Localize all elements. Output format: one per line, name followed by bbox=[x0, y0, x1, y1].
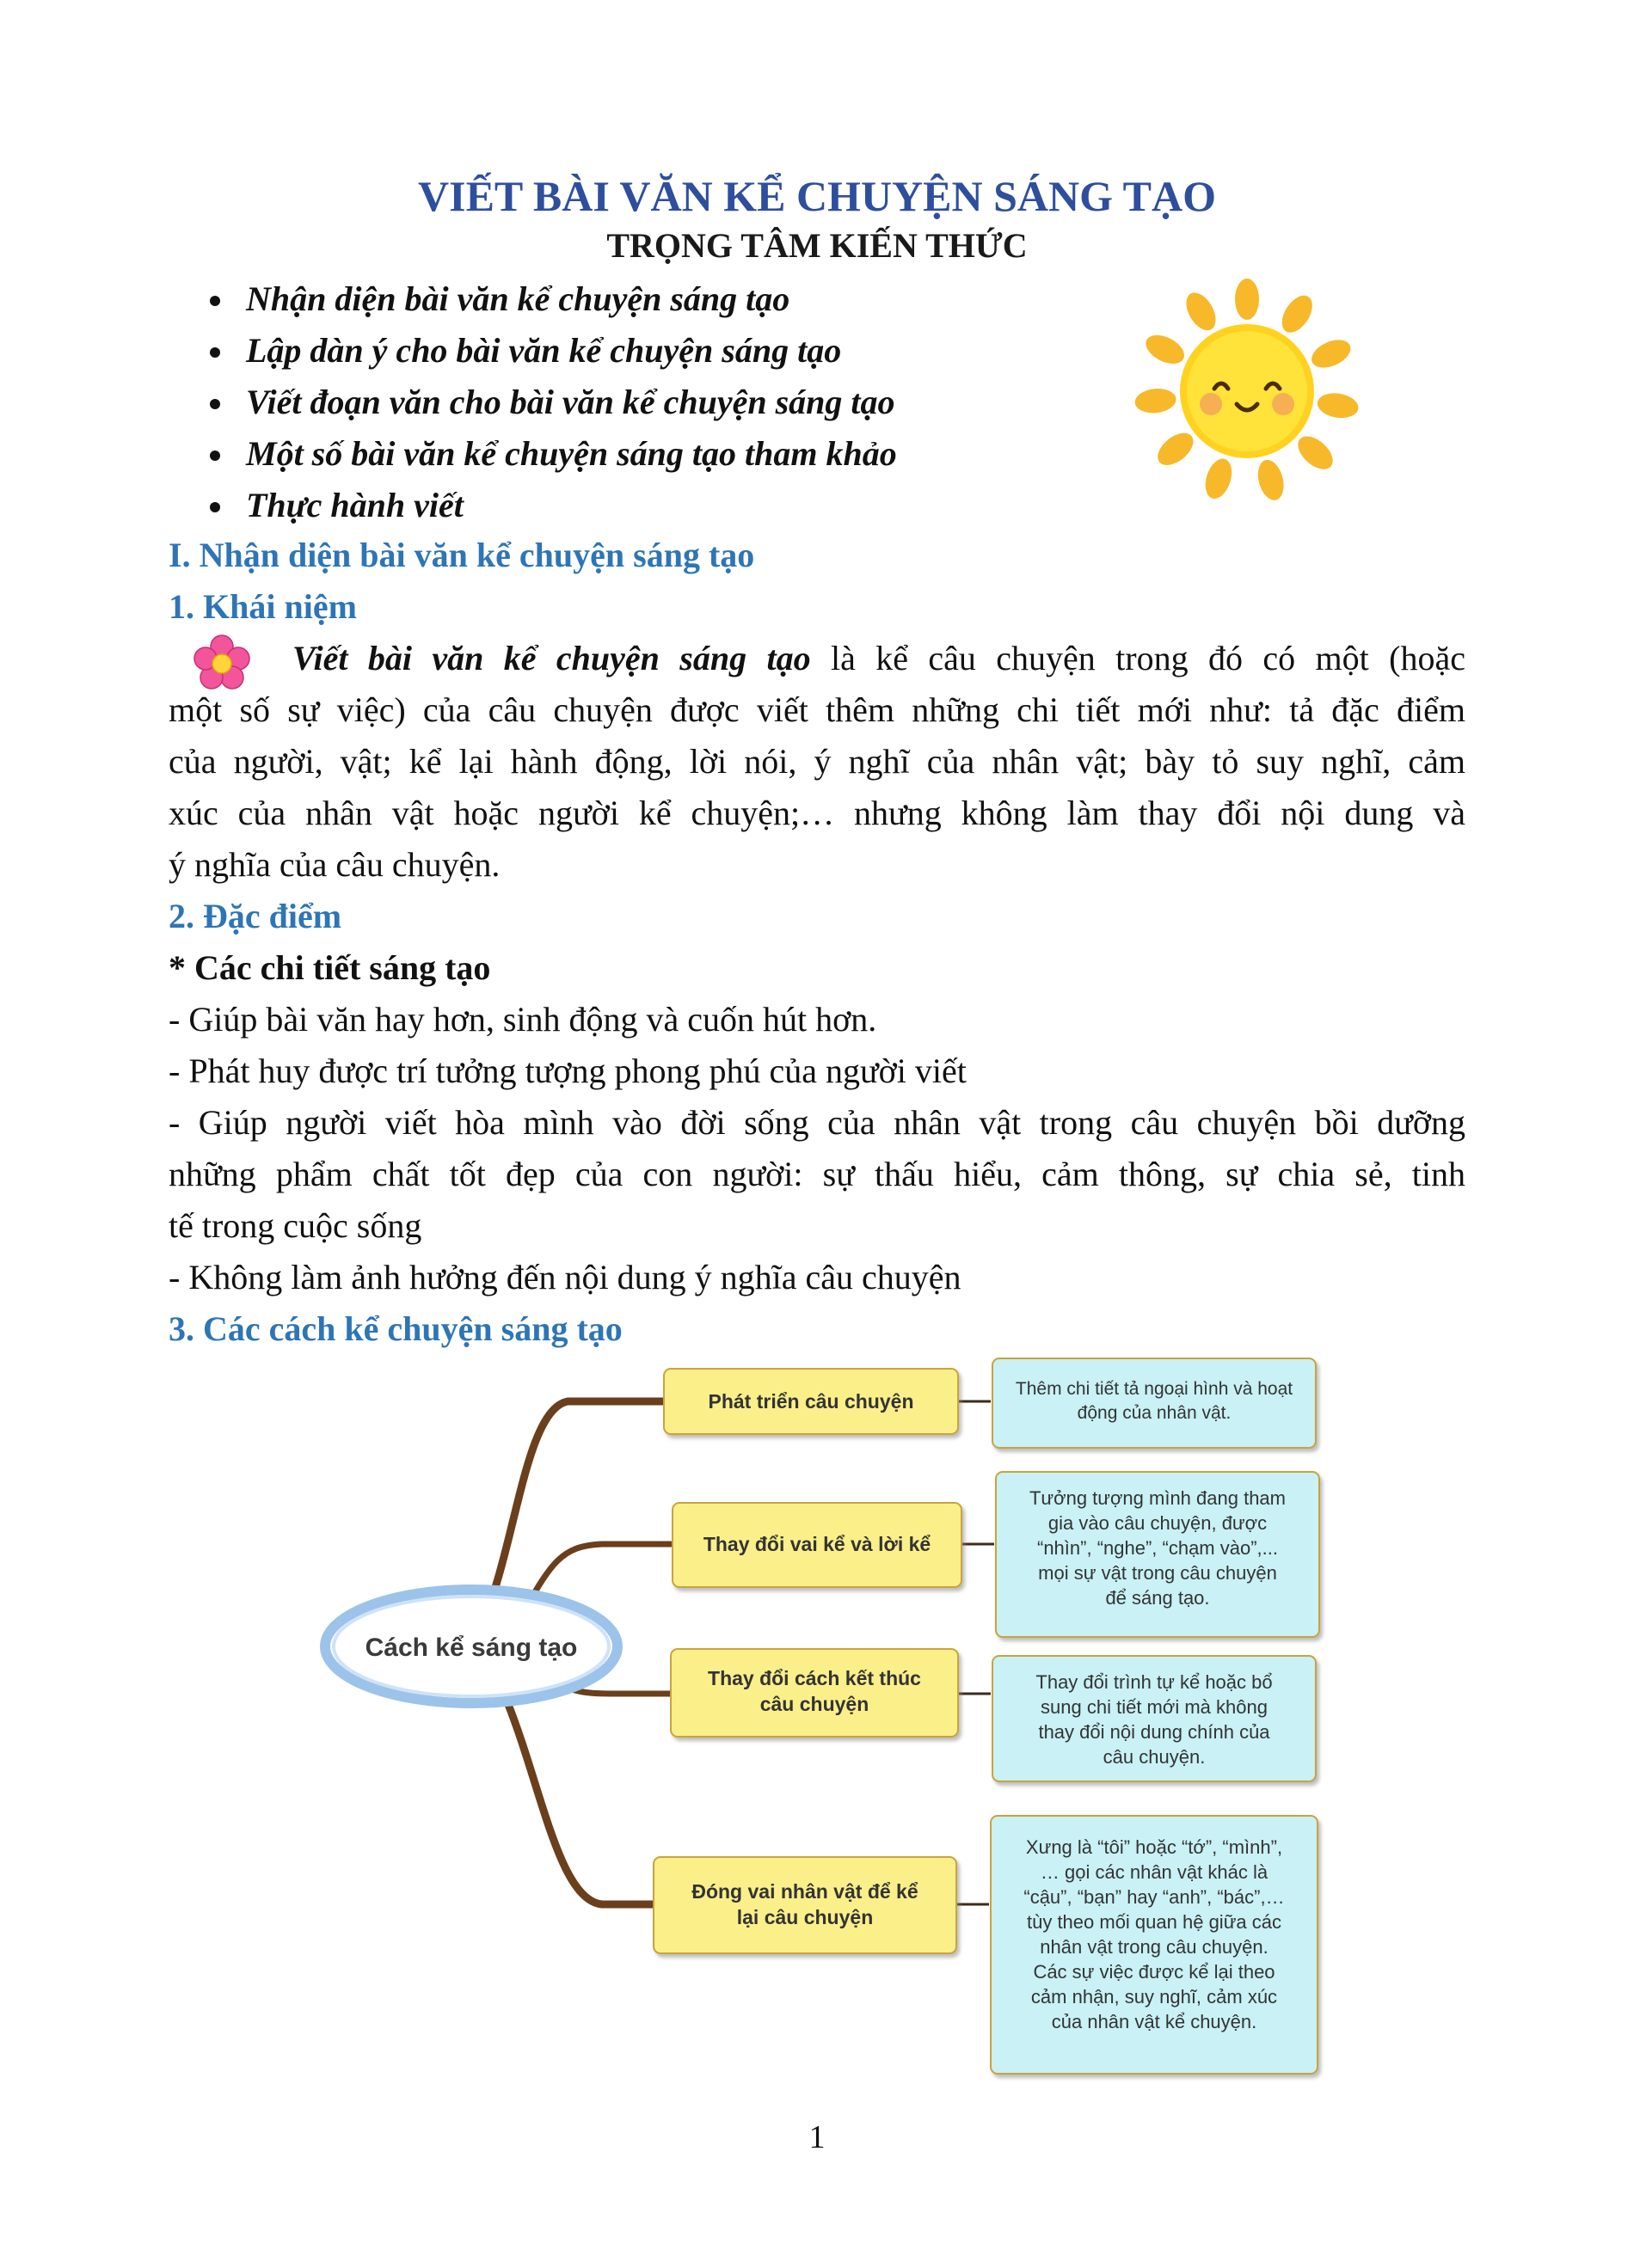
concept-line: một số sự việc) của câu chuyện được viết thêm những chi tiết mới như: tả đặc điểm bbox=[169, 690, 1465, 729]
feature-line: - Phát huy được trí tưởng tượng phong phú của người viết bbox=[169, 1051, 967, 1090]
feature-line: - Giúp người viết hòa mình vào đời sống của nhân vật trong câu chuyện bồi dưỡng bbox=[169, 1103, 1465, 1142]
branch-detail-box bbox=[992, 1358, 1316, 1448]
list-item: Lập dàn ý cho bài văn kể chuyện sáng tạo bbox=[206, 325, 897, 377]
branch-detail-box bbox=[992, 1656, 1316, 1781]
branch-detail-box bbox=[991, 1816, 1318, 2074]
page-subtitle: TRỌNG TÂM KIẾN THỨC bbox=[606, 226, 1028, 265]
branch-label-box bbox=[664, 1369, 958, 1434]
svg-text:nhân vật trong câu chuyện.: nhân vật trong câu chuyện. bbox=[1040, 1936, 1268, 1958]
mindmap-diagram bbox=[318, 1341, 1333, 2098]
svg-text:Đóng vai nhân vật để kể: Đóng vai nhân vật để kể bbox=[691, 1880, 918, 1903]
svg-text:… gọi các nhân vật khác là: … gọi các nhân vật khác là bbox=[1040, 1861, 1268, 1883]
concept-heading: 1. Khái niệm bbox=[169, 587, 357, 626]
feature-line: những phẩm chất tốt đẹp của con người: sự thấu hiểu, cảm thông, sự chia sẻ, tinh bbox=[169, 1155, 1465, 1193]
sun-icon bbox=[1118, 275, 1376, 507]
list-item: Nhận diện bài văn kể chuyện sáng tạo bbox=[206, 273, 897, 325]
feature-line: tế trong cuộc sống bbox=[169, 1206, 422, 1245]
creative-details-heading: * Các chi tiết sáng tạo bbox=[169, 948, 491, 987]
mindmap-center bbox=[325, 1590, 617, 1703]
concept-term: Viết bài văn kể chuyện sáng tạo bbox=[292, 639, 811, 677]
branch-detail-box bbox=[996, 1472, 1319, 1637]
branch-label-box bbox=[654, 1857, 956, 1953]
branch-label-box bbox=[673, 1503, 961, 1587]
methods-heading: 3. Các cách kể chuyện sáng tạo bbox=[169, 1309, 623, 1348]
bullet-icon bbox=[210, 347, 220, 358]
concept-line: Viết bài văn kể chuyện sáng tạo là kể câu chuyện trong đó có một (hoặc bbox=[292, 639, 1465, 677]
list-item: Một số bài văn kể chuyện sáng tạo tham khảo bbox=[206, 428, 897, 480]
svg-text:sung chi tiết mới mà không: sung chi tiết mới mà không bbox=[1041, 1696, 1268, 1718]
svg-text:câu chuyện.: câu chuyện. bbox=[1103, 1746, 1206, 1768]
branch-label-box bbox=[671, 1649, 958, 1737]
svg-text:Các sự việc được kể lại theo: Các sự việc được kể lại theo bbox=[1033, 1961, 1275, 1983]
bullet-icon bbox=[210, 399, 220, 409]
svg-text:thay đổi nội dung chính của: thay đổi nội dung chính của bbox=[1038, 1721, 1270, 1743]
bullet-icon bbox=[210, 502, 220, 512]
features-heading: 2. Đặc điểm bbox=[169, 897, 342, 935]
svg-text:Thay đổi trình tự kể hoặc bổ: Thay đổi trình tự kể hoặc bổ bbox=[1035, 1671, 1273, 1693]
feature-line: - Không làm ảnh hưởng đến nội dung ý nghĩa câu chuyện bbox=[169, 1258, 961, 1296]
svg-text:Phát triển câu chuyện: Phát triển câu chuyện bbox=[708, 1390, 914, 1413]
bullet-icon bbox=[210, 451, 220, 461]
svg-text:tùy theo mối quan hệ giữa các: tùy theo mối quan hệ giữa các bbox=[1026, 1911, 1282, 1933]
svg-text:động của nhân vật.: động của nhân vật. bbox=[1077, 1403, 1232, 1423]
svg-text:của nhân vật kể chuyện.: của nhân vật kể chuyện. bbox=[1051, 2011, 1257, 2032]
svg-text:Xưng là “tôi” hoặc “tớ”, “mình: Xưng là “tôi” hoặc “tớ”, “mình”, bbox=[1025, 1836, 1283, 1858]
svg-text:lại câu chuyện: lại câu chuyện bbox=[736, 1906, 874, 1928]
objective-list bbox=[206, 273, 897, 531]
svg-text:cảm nhận, suy nghĩ, cảm xúc: cảm nhận, suy nghĩ, cảm xúc bbox=[1030, 1986, 1278, 2007]
svg-text:Tưởng tượng mình đang tham: Tưởng tượng mình đang tham bbox=[1029, 1487, 1287, 1509]
svg-text:mọi sự vật trong câu chuyện: mọi sự vật trong câu chuyện bbox=[1038, 1562, 1277, 1584]
concept-line: ý nghĩa của câu chuyện. bbox=[169, 845, 501, 884]
feature-line: - Giúp bài văn hay hơn, sinh động và cuốn hút hơn. bbox=[169, 1000, 877, 1039]
page-title: VIẾT BÀI VĂN KỂ CHUYỆN SÁNG TẠO bbox=[418, 172, 1216, 220]
svg-text:Thay đổi cách kết thúc: Thay đổi cách kết thúc bbox=[708, 1667, 921, 1689]
page-number: 1 bbox=[808, 2119, 826, 2155]
concept-line: xúc của nhân vật hoặc người kể chuyện;… nhưng không làm thay đổi nội dung và bbox=[169, 794, 1465, 832]
bullet-icon bbox=[210, 296, 220, 306]
svg-text:câu chuyện: câu chuyện bbox=[759, 1693, 869, 1715]
svg-text:gia vào câu chuyện, được: gia vào câu chuyện, được bbox=[1047, 1512, 1268, 1534]
svg-text:Thay đổi vai kể và lời kể: Thay đổi vai kể và lời kể bbox=[703, 1533, 931, 1555]
svg-text:“cậu”, “bạn” hay “anh”, “bác”,: “cậu”, “bạn” hay “anh”, “bác”,… bbox=[1023, 1886, 1285, 1908]
svg-text:Thêm chi tiết tả ngoại hình và: Thêm chi tiết tả ngoại hình và hoạt bbox=[1015, 1379, 1293, 1399]
list-item: Thực hành viết bbox=[206, 480, 897, 531]
center-label: Cách kể sáng tạo bbox=[365, 1634, 578, 1662]
list-item: Viết đoạn văn cho bài văn kể chuyện sáng tạo bbox=[206, 377, 897, 428]
branch-connector bbox=[507, 1702, 662, 1904]
section-heading: I. Nhận diện bài văn kể chuyện sáng tạo bbox=[169, 536, 755, 574]
svg-text:để sáng tạo.: để sáng tạo. bbox=[1105, 1587, 1210, 1609]
svg-text:“nhìn”, “nghe”, “chạm vào”,...: “nhìn”, “nghe”, “chạm vào”,... bbox=[1037, 1537, 1278, 1559]
concept-line: của người, vật; kể lại hành động, lời nói, ý nghĩ của nhân vật; bày tỏ suy nghĩ, cảm bbox=[169, 742, 1465, 781]
